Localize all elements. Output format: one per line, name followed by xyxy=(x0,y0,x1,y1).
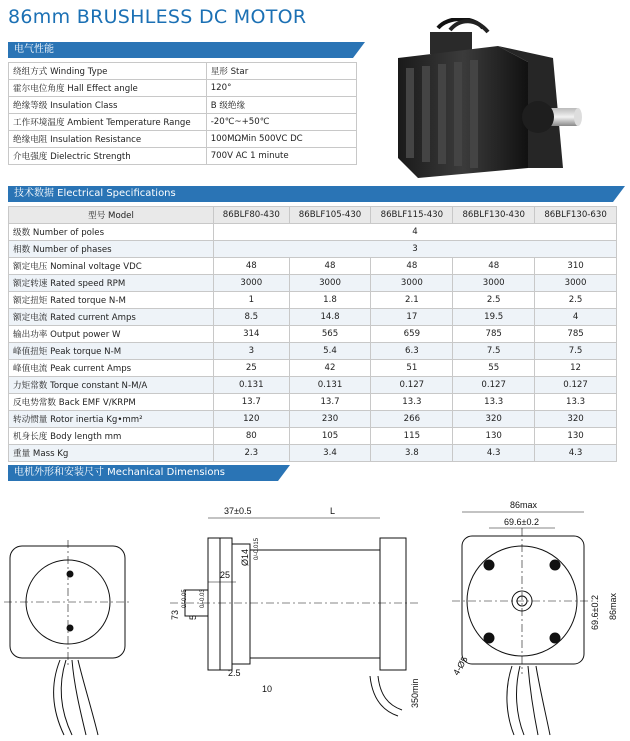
spec-value: 25 xyxy=(214,360,290,377)
spec-header-model: 型号 Model xyxy=(9,207,214,224)
dim-key-tolerance: 0/-0.03 xyxy=(200,589,206,608)
spec-value: 13.3 xyxy=(453,394,535,411)
spec-row xyxy=(9,224,617,241)
dim-mounting-holes: 4-Ø5 xyxy=(451,654,470,677)
dim-key-length: 25 xyxy=(220,570,231,580)
spec-label: 输出功率 Output power W xyxy=(9,326,214,343)
section-mechanical-dimensions: 电机外形和安装尺寸 Mechanical Dimensions（Unit=mm） xyxy=(8,465,278,481)
performance-row xyxy=(9,97,357,114)
performance-label: 绕组方式 Winding Type xyxy=(9,63,207,80)
spec-value: 0.127 xyxy=(453,377,535,394)
spec-row xyxy=(9,394,617,411)
dim-lead-length: 350min xyxy=(410,678,420,708)
performance-value: 700V AC 1 minute xyxy=(206,148,356,165)
performance-value: 100MΩMin 500VC DC xyxy=(206,131,356,148)
performance-row xyxy=(9,148,357,165)
dim-flange-diameter: 73 xyxy=(170,609,180,620)
spec-value: 48 xyxy=(453,258,535,275)
dim-key-width: 5 xyxy=(188,614,198,620)
dim-shaft-diameter: Ø14 xyxy=(240,548,250,566)
spec-value: 785 xyxy=(535,326,617,343)
spec-row xyxy=(9,326,617,343)
spec-value: 4 xyxy=(214,224,617,241)
dim-shaft-extension: 37±0.5 xyxy=(224,506,252,516)
dim-flange-step: 2.5 xyxy=(228,668,241,678)
dim-bolt-spacing-vertical: 69.6±0.2 xyxy=(590,595,600,630)
spec-row xyxy=(9,343,617,360)
dim-length: L xyxy=(330,506,336,516)
spec-row xyxy=(9,275,617,292)
spec-label: 额定电流 Rated current Amps xyxy=(9,309,214,326)
spec-label: 重量 Mass Kg xyxy=(9,445,214,462)
spec-value: 48 xyxy=(371,258,453,275)
spec-value: 3000 xyxy=(535,275,617,292)
spec-row xyxy=(9,258,617,275)
spec-value: 13.7 xyxy=(214,394,290,411)
spec-label: 机身长度 Body length mm xyxy=(9,428,214,445)
performance-row xyxy=(9,63,357,80)
performance-row xyxy=(9,80,357,97)
spec-value: 115 xyxy=(371,428,453,445)
spec-row xyxy=(9,241,617,258)
spec-value: 0.131 xyxy=(289,377,371,394)
spec-value: 0.127 xyxy=(371,377,453,394)
spec-value: 4 xyxy=(535,309,617,326)
spec-value: 7.5 xyxy=(453,343,535,360)
spec-value: 3000 xyxy=(289,275,371,292)
spec-label: 峰值电流 Peak current Amps xyxy=(9,360,214,377)
spec-header-column: 86BLF80-430 xyxy=(214,207,290,224)
spec-label: 额定扭矩 Rated torque N-M xyxy=(9,292,214,309)
spec-label: 级数 Number of poles xyxy=(9,224,214,241)
spec-value: 0.127 xyxy=(535,377,617,394)
page-title: 86mm BRUSHLESS DC MOTOR xyxy=(8,6,307,28)
spec-header-column: 86BLF115-430 xyxy=(371,207,453,224)
spec-label: 峰值扭矩 Peak torque N-M xyxy=(9,343,214,360)
spec-value: 1.8 xyxy=(289,292,371,309)
spec-value: 2.5 xyxy=(453,292,535,309)
front-view-left xyxy=(4,540,132,735)
dim-bolt-spacing: 69.6±0.2 xyxy=(504,517,539,527)
dim-flange-tolerance: 0/-0.05 xyxy=(182,589,188,608)
performance-value: B 级绝缘 xyxy=(206,97,356,114)
spec-header-column: 86BLF130-430 xyxy=(453,207,535,224)
spec-label: 反电势常数 Back EMF V/KRPM xyxy=(9,394,214,411)
spec-value: 13.3 xyxy=(371,394,453,411)
spec-value: 785 xyxy=(453,326,535,343)
dim-outer-height: 86max xyxy=(608,592,618,620)
spec-value: 230 xyxy=(289,411,371,428)
performance-value: 120° xyxy=(206,80,356,97)
spec-value: 42 xyxy=(289,360,371,377)
spec-value: 48 xyxy=(214,258,290,275)
spec-value: 0.131 xyxy=(214,377,290,394)
spec-label: 力矩常数 Torque constant N-M/A xyxy=(9,377,214,394)
spec-value: 5.4 xyxy=(289,343,371,360)
spec-value: 19.5 xyxy=(453,309,535,326)
performance-label: 绝缘电阻 Insulation Resistance xyxy=(9,131,207,148)
spec-value: 120 xyxy=(214,411,290,428)
spec-value: 8.5 xyxy=(214,309,290,326)
performance-row xyxy=(9,131,357,148)
spec-value: 3.4 xyxy=(289,445,371,462)
spec-row xyxy=(9,445,617,462)
spec-value: 3.8 xyxy=(371,445,453,462)
spec-label: 额定转速 Rated speed RPM xyxy=(9,275,214,292)
spec-value: 314 xyxy=(214,326,290,343)
spec-value: 13.3 xyxy=(535,394,617,411)
performance-label: 霍尔电位角度 Hall Effect angle xyxy=(9,80,207,97)
performance-value: 星形 Star xyxy=(206,63,356,80)
spec-header-column: 86BLF105-430 xyxy=(289,207,371,224)
spec-value: 3 xyxy=(214,241,617,258)
spec-row xyxy=(9,360,617,377)
spec-value: 2.3 xyxy=(214,445,290,462)
performance-row xyxy=(9,114,357,131)
spec-value: 2.1 xyxy=(371,292,453,309)
spec-value: 266 xyxy=(371,411,453,428)
spec-row xyxy=(9,377,617,394)
spec-value: 6.3 xyxy=(371,343,453,360)
spec-value: 7.5 xyxy=(535,343,617,360)
spec-table xyxy=(8,206,617,462)
spec-label: 转动惯量 Rotor inertia Kg•mm² xyxy=(9,411,214,428)
mechanical-drawings xyxy=(0,480,630,741)
spec-value: 1 xyxy=(214,292,290,309)
spec-row xyxy=(9,309,617,326)
spec-value: 2.5 xyxy=(535,292,617,309)
spec-value: 130 xyxy=(535,428,617,445)
motor-photo xyxy=(378,18,618,188)
dim-shaft-diameter-tolerance: 0/-0.015 xyxy=(254,537,260,560)
spec-value: 659 xyxy=(371,326,453,343)
spec-value: 14.8 xyxy=(289,309,371,326)
section-electrical-performance: 电气性能 xyxy=(8,42,353,58)
spec-value: 3000 xyxy=(453,275,535,292)
spec-value: 48 xyxy=(289,258,371,275)
spec-value: 320 xyxy=(453,411,535,428)
side-view xyxy=(170,506,420,716)
spec-label: 额定电压 Nominal voltage VDC xyxy=(9,258,214,275)
spec-row xyxy=(9,428,617,445)
section-electrical-specifications: 技术数据 Electrical Specifications xyxy=(8,186,613,202)
performance-label: 介电强度 Dielectric Strength xyxy=(9,148,207,165)
spec-header-column: 86BLF130-630 xyxy=(535,207,617,224)
spec-value: 4.3 xyxy=(453,445,535,462)
performance-table xyxy=(8,62,357,165)
performance-value: -20℃~+50℃ xyxy=(206,114,356,131)
spec-row xyxy=(9,292,617,309)
spec-value: 13.7 xyxy=(289,394,371,411)
spec-value: 130 xyxy=(453,428,535,445)
spec-value: 4.3 xyxy=(535,445,617,462)
spec-row xyxy=(9,411,617,428)
spec-value: 3000 xyxy=(371,275,453,292)
spec-value: 565 xyxy=(289,326,371,343)
spec-value: 310 xyxy=(535,258,617,275)
performance-label: 绝缘等级 Insulation Class xyxy=(9,97,207,114)
spec-value: 105 xyxy=(289,428,371,445)
dim-outer-width: 86max xyxy=(510,500,538,510)
spec-value: 3000 xyxy=(214,275,290,292)
spec-value: 320 xyxy=(535,411,617,428)
spec-value: 17 xyxy=(371,309,453,326)
spec-value: 51 xyxy=(371,360,453,377)
dim-flange-thickness: 10 xyxy=(262,684,273,694)
spec-value: 3 xyxy=(214,343,290,360)
spec-label: 相数 Number of phases xyxy=(9,241,214,258)
spec-value: 55 xyxy=(453,360,535,377)
spec-value: 80 xyxy=(214,428,290,445)
front-view-right xyxy=(451,500,618,735)
performance-label: 工作环境温度 Ambient Temperature Range xyxy=(9,114,207,131)
spec-value: 12 xyxy=(535,360,617,377)
